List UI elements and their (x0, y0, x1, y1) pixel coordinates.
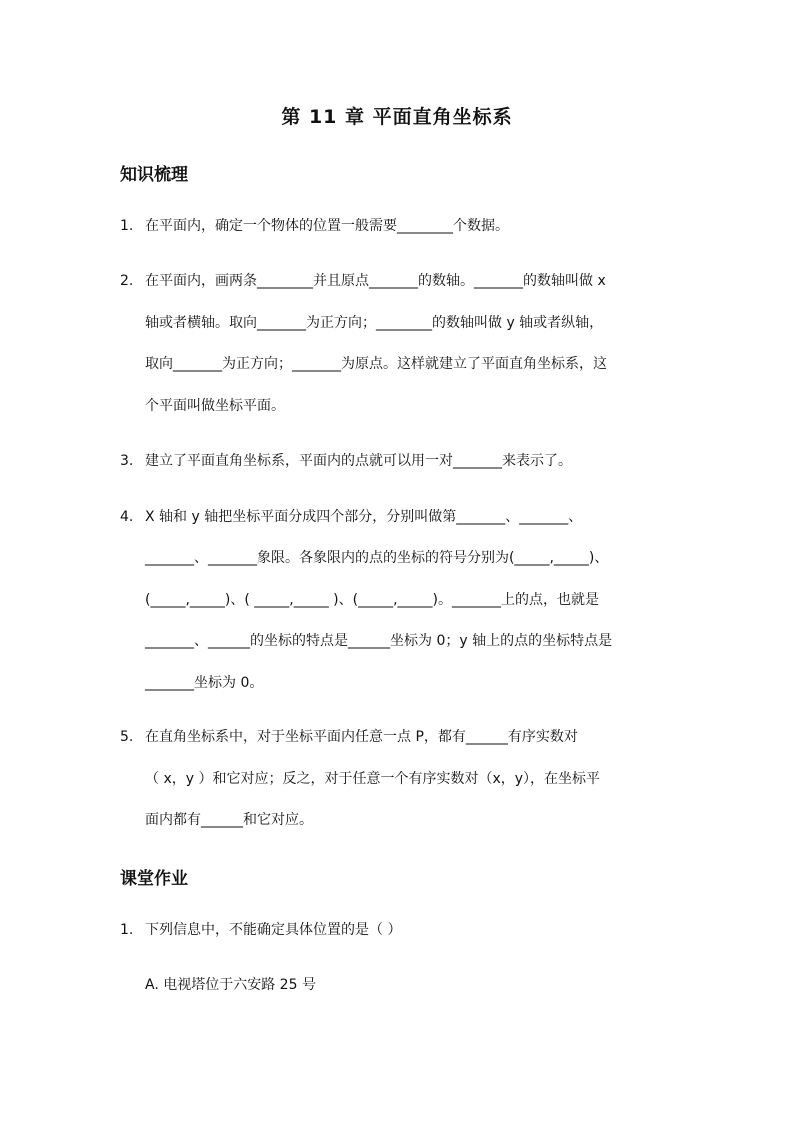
item-number: 4. (120, 509, 134, 525)
question-line: 个平面叫做坐标平面。 (145, 398, 285, 414)
question-line: 取向_______为正方向；_______为原点。这样就建立了平面直角坐标系，这 (145, 356, 607, 372)
question-line: 在直角坐标系中，对于坐标平面内任意一点 P，都有______有序实数对 (145, 729, 578, 745)
item-number: 1. (120, 218, 134, 234)
option-a: A. 电视塔位于六安路 25 号 (145, 977, 316, 993)
section-heading-review: 知识梳理 (120, 165, 188, 185)
question-line: 建立了平面直角坐标系，平面内的点就可以用一对_______来表示了。 (145, 453, 572, 469)
question-line: 面内都有______和它对应。 (145, 812, 313, 828)
question-line: _______、______的坐标的特点是______坐标为 0；y 轴上的点的坐标特点是 (145, 633, 613, 649)
question-line: X 轴和 y 轴把坐标平面分成四个部分，分别叫做第_______、_______、 (145, 509, 583, 525)
item-number: 1. (120, 922, 134, 938)
question-line: _______坐标为 0。 (145, 675, 264, 691)
question-line: （ x，y ）和它对应；反之，对于任意一个有序实数对（x，y），在坐标平 (145, 771, 601, 787)
section-heading-homework: 课堂作业 (120, 869, 188, 889)
chapter-title: 第 11 章 平面直角坐标系 (281, 106, 513, 128)
question-line: 在平面内，画两条________并且原点_______的数轴。_______的数轴叫做 x (145, 273, 606, 289)
item-number: 5. (120, 729, 134, 745)
question-line: 下列信息中，不能确定具体位置的是（ ） (145, 922, 402, 938)
question-line: _______、_______象限。各象限内的点的坐标的符号分别为(_____,_____)、 (145, 550, 609, 566)
question-line: (_____,_____)、( _____,_____ )、(_____,_____)。_______上的点，也就是 (145, 592, 600, 608)
question-line: 轴或者横轴。取向_______为正方向；________的数轴叫做 y 轴或者纵轴， (145, 315, 604, 331)
item-number: 3. (120, 453, 134, 469)
item-number: 2. (120, 273, 134, 289)
question-line: 在平面内，确定一个物体的位置一般需要________个数据。 (145, 218, 509, 234)
